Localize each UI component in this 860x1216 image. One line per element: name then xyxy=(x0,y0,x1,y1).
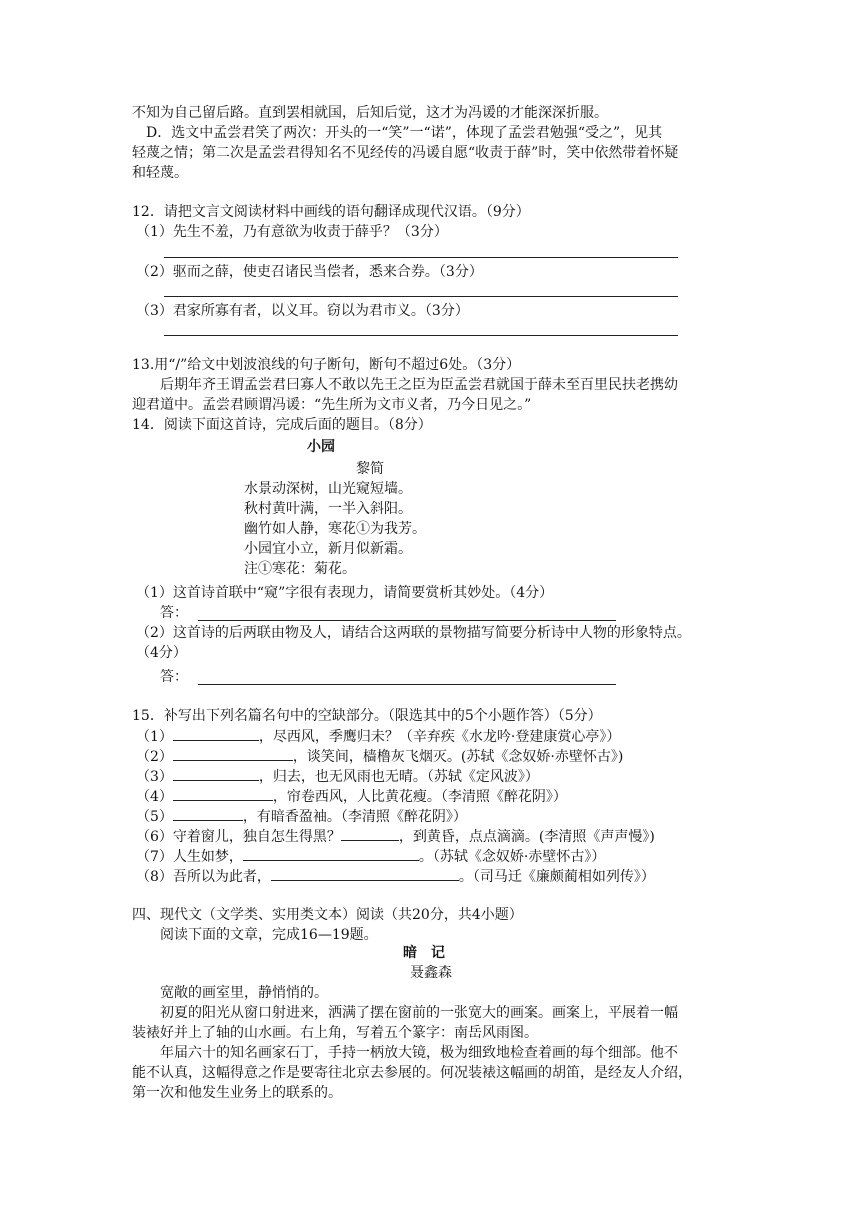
q12-item-2: （2）驱而之薛，使吏召诸民当偿者，悉来合券。（3分） xyxy=(136,264,483,280)
article-author: 聂鑫森 xyxy=(410,965,452,981)
fill-blank[interactable] xyxy=(271,866,459,881)
poem-line: 幽竹如人静，寒花①为我芳。 xyxy=(244,521,426,537)
q15-item-text: ，有暗香盈袖。（李清照《醉花阴》） xyxy=(242,809,467,825)
q15-item-num: （1） xyxy=(136,729,173,745)
q15-item-num: （4） xyxy=(136,789,173,805)
article-paragraph-cont: 能不认真，这幅得意之作是要寄往北京去参展的。何况装裱这幅画的胡笛，是经友人介绍， xyxy=(132,1065,692,1081)
fill-blank[interactable] xyxy=(173,746,293,761)
q14-answer-2-label: 答： xyxy=(160,669,188,685)
q15-item-pre: 人生如梦， xyxy=(172,849,243,865)
q14-answer-line-2[interactable] xyxy=(198,684,616,685)
q15-item-text: ，谈笑间，樯橹灰飞烟灭。(苏轼《念奴娇·赤壁怀古》) xyxy=(292,749,624,765)
q14-stem: 14．阅读下面这首诗，完成后面的题目。（8分） xyxy=(132,417,432,433)
q15-item-text: ，归去，也无风雨也无晴。（苏轼《定风波》） xyxy=(258,769,539,785)
poem-author: 黎简 xyxy=(356,461,384,477)
q12-answer-line-1[interactable] xyxy=(164,257,678,258)
poem-line: 小园宜小立，新月似新霜。 xyxy=(244,541,412,557)
q11-tail-line: 不知为自己留后路。直到罢相就国，后知后觉，这才为冯谖的才能深深折服。 xyxy=(132,105,608,121)
poem-line: 水景动深树，山光窥短墙。 xyxy=(244,481,412,497)
q12-answer-line-2[interactable] xyxy=(164,296,678,297)
fill-blank[interactable] xyxy=(173,806,243,821)
article-paragraph: 年届六十的知名画家石丁，手持一柄放大镜，极为细致地检查着画的每个细部。他不 xyxy=(160,1045,678,1061)
q14-answer-1-label: 答： xyxy=(160,605,188,621)
q15-item xyxy=(136,826,655,847)
q15-item-num: （8） xyxy=(136,869,173,885)
q13-text: 后期年齐王谓孟尝君曰寡人不敢以先王之臣为臣孟尝君就国于薛未至百里民扶老携幼 xyxy=(160,377,678,393)
q11-option-d-cont: 和轻蔑。 xyxy=(132,165,188,181)
q15-item-text: ，到黄昏，点点滴滴。(李清照《声声慢》) xyxy=(398,829,655,845)
q15-item-num: （6） xyxy=(136,829,173,845)
article-paragraph-cont: 第一次和他发生业务上的联系的。 xyxy=(132,1085,342,1101)
q15-item-pre: 守着窗儿，独自怎生得黑？ xyxy=(172,829,341,845)
q15-item-text: ，尽西风，季鹰归未？（辛弃疾《水龙吟·登建康赏心亭》） xyxy=(258,729,621,745)
article-paragraph: 初夏的阳光从窗口射进来，洒满了摆在窗前的一张宽大的画案。画案上，平展着一幅 xyxy=(160,1005,678,1021)
q13-text-cont: 迎君道中。孟尝君顾谓冯谖：“先生所为文市义者，乃今日见之。” xyxy=(132,397,532,413)
q14-answer-line-1[interactable] xyxy=(198,620,616,621)
q11-option-d: D．选文中孟尝君笑了两次：开头的一“笑”一“诺”，体现了孟尝君勉强“受之”，见其 xyxy=(146,125,663,141)
article-title: 暗 记 xyxy=(403,945,445,961)
q15-item xyxy=(136,786,567,807)
section-intro: 阅读下面的文章，完成16—19题。 xyxy=(160,927,378,943)
q15-item xyxy=(136,766,539,787)
fill-blank[interactable] xyxy=(173,766,259,781)
q15-item-pre: 吾所以为此者， xyxy=(172,869,271,885)
q15-item xyxy=(136,806,467,827)
q15-item xyxy=(136,846,605,867)
article-paragraph-cont: 装裱好并上了轴的山水画。右上角，写着五个篆字：南岳风雨图。 xyxy=(132,1025,538,1041)
q15-item-num: （5） xyxy=(136,809,173,825)
q14-sub-2-score: （4分） xyxy=(136,645,187,661)
q15-stem: 15．补写出下列名篇名句中的空缺部分。（限选其中的5个小题作答）（5分） xyxy=(132,708,602,724)
q15-item xyxy=(136,866,655,887)
q12-item-1: （1）先生不羞，乃有意欲为收责于薛乎？（3分） xyxy=(136,224,448,240)
q14-sub-2: （2）这首诗的后两联由物及人，请结合这两联的景物描写简要分析诗中人物的形象特点。 xyxy=(136,625,691,641)
q11-option-d-cont: 轻蔑之情；第二次是孟尝君得知名不见经传的冯谖自愿“收责于薛”时，笑中依然带着怀疑 xyxy=(132,145,679,161)
q12-answer-line-3[interactable] xyxy=(164,335,678,336)
q15-item-num: （7） xyxy=(136,849,173,865)
q14-sub-1: （1）这首诗首联中“窥”字很有表现力，请简要赏析其妙处。（4分） xyxy=(136,585,554,601)
q15-item xyxy=(136,726,620,747)
poem-title: 小园 xyxy=(307,439,335,455)
q15-item-text: 。（司马迁《廉颇蔺相如列传》） xyxy=(458,869,655,885)
fill-blank[interactable] xyxy=(341,826,399,841)
q12-stem: 12．请把文言文阅读材料中画线的语句翻译成现代汉语。（9分） xyxy=(132,204,530,220)
q15-item-text: ，帘卷西风，人比黄花瘦。（李清照《醉花阴》） xyxy=(272,789,567,805)
q15-item-text: 。（苏轼《念奴娇·赤壁怀古》） xyxy=(418,849,606,865)
fill-blank[interactable] xyxy=(173,786,273,801)
fill-blank[interactable] xyxy=(243,846,419,861)
article-paragraph: 宽敞的画室里，静悄悄的。 xyxy=(160,985,328,1001)
q15-item-num: （3） xyxy=(136,769,173,785)
section-heading: 四、现代文（文学类、实用类文本）阅读（共20分，共4小题） xyxy=(132,907,523,923)
q15-item xyxy=(136,746,623,767)
q13-stem: 13.用“/”给文中划波浪线的句子断句，断句不超过6处。（3分） xyxy=(132,357,521,373)
fill-blank[interactable] xyxy=(173,726,259,741)
q12-item-3: （3）君家所寡有者，以义耳。窃以为君市义。（3分） xyxy=(136,303,469,319)
q15-item-num: （2） xyxy=(136,749,173,765)
poem-line: 秋村黄叶满，一半入斜阳。 xyxy=(244,501,412,517)
poem-note: 注①寒花：菊花。 xyxy=(244,561,356,577)
